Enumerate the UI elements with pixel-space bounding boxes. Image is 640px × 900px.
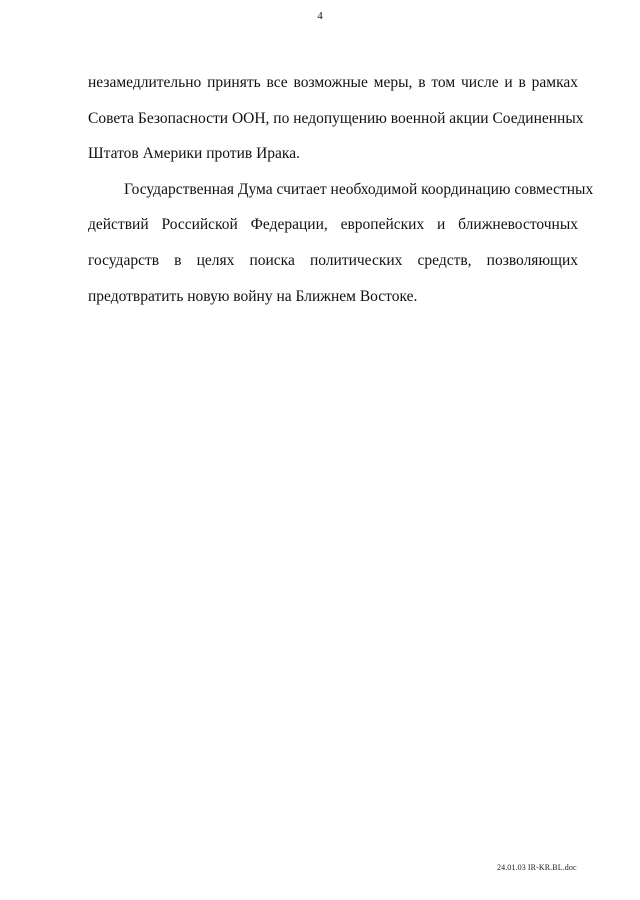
page-number: 4 (317, 10, 323, 22)
document-body (88, 65, 594, 314)
footer-filename: 24.01.03 IR-KR.BL.doc (497, 863, 577, 872)
paragraph-1 (88, 65, 584, 172)
text-line: Штатов Америки против Ирака. (88, 145, 300, 163)
text-line: государств в целях поиска политических средств, позволяющих (88, 251, 578, 269)
text-line: действий Российской Федерации, европейских и ближневосточных (88, 216, 578, 234)
text-line: предотвратить новую войну на Ближнем Востоке. (88, 287, 418, 305)
text-line: незамедлительно принять все возможные меры, в том числе и в рамках (88, 74, 578, 91)
paragraph-2 (88, 172, 594, 314)
text-line: Государственная Дума считает необходимой координацию совместных (124, 180, 594, 198)
text-line: Совета Безопасности ООН, по недопущению военной акции Соединенных (88, 109, 584, 127)
